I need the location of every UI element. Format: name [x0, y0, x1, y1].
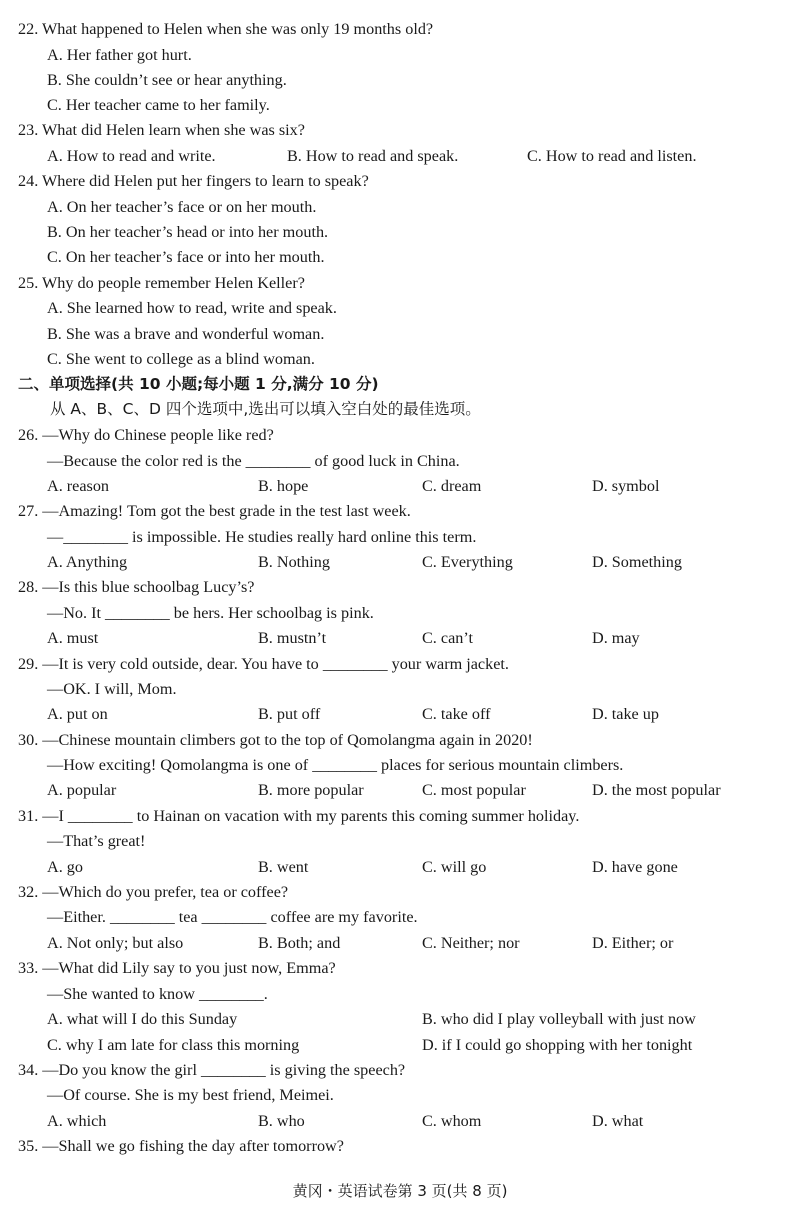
page-footer: 黄冈・英语试卷第 3 页(共 8 页) [292, 1182, 508, 1200]
question-22-stem: 22. What happened to Helen when she was only 19 months old? [18, 20, 434, 38]
question-27-option-a: A. Anything [47, 553, 128, 571]
question-26-option-a: A. reason [47, 477, 110, 495]
question-26-option-d: D. symbol [592, 477, 660, 495]
question-22-option-c: C. Her teacher came to her family. [47, 96, 270, 114]
question-23-option-a: A. How to read and write. [47, 147, 216, 165]
question-24-option-a: A. On her teacher’s face or on her mouth. [47, 198, 317, 216]
question-31-option-b: B. went [258, 858, 309, 876]
question-33-option-c: C. why I am late for class this morning [47, 1036, 300, 1054]
question-26-stem: 26. —Why do Chinese people like red? [18, 426, 274, 444]
question-23-stem: 23. What did Helen learn when she was six? [18, 121, 305, 139]
question-29-option-d: D. take up [592, 705, 659, 723]
question-32-option-c: C. Neither; nor [422, 934, 520, 952]
question-34-option-c: C. whom [422, 1112, 482, 1130]
question-29-option-c: C. take off [422, 705, 491, 723]
question-25-option-a: A. She learned how to read, write and speak. [47, 299, 337, 317]
question-30-reply: —How exciting! Qomolangma is one of ________ places for serious mountain climbers. [47, 756, 624, 774]
question-35-stem: 35. —Shall we go fishing the day after tomorrow? [18, 1137, 344, 1155]
question-34-stem: 34. —Do you know the girl ________ is giving the speech? [18, 1061, 406, 1079]
question-32-reply: —Either. ________ tea ________ coffee are my favorite. [47, 908, 418, 926]
question-29-reply: —OK. I will, Mom. [47, 680, 177, 698]
question-32-option-b: B. Both; and [258, 934, 341, 952]
question-31-stem: 31. —I ________ to Hainan on vacation with my parents this coming summer holiday. [18, 807, 580, 825]
question-30-option-d: D. the most popular [592, 781, 721, 799]
question-29-option-b: B. put off [258, 705, 321, 723]
question-34-option-a: A. which [47, 1112, 107, 1130]
question-33-reply: —She wanted to know ________. [47, 985, 268, 1003]
question-30-option-b: B. more popular [258, 781, 364, 799]
question-23-option-c: C. How to read and listen. [527, 147, 697, 165]
question-26-option-c: C. dream [422, 477, 482, 495]
question-28-option-a: A. must [47, 629, 99, 647]
question-31-option-d: D. have gone [592, 858, 678, 876]
question-28-option-c: C. can’t [422, 629, 473, 647]
section-title: 二、单项选择(共 10 小题;每小题 1 分,满分 10 分) [18, 375, 379, 393]
question-30-stem: 30. —Chinese mountain climbers got to the top of Qomolangma again in 2020! [18, 731, 533, 749]
question-28-option-b: B. mustn’t [258, 629, 327, 647]
question-33-option-d: D. if I could go shopping with her tonight [422, 1036, 693, 1054]
question-26-option-b: B. hope [258, 477, 309, 495]
question-29-stem: 29. —It is very cold outside, dear. You have to ________ your warm jacket. [18, 655, 509, 673]
question-24-option-b: B. On her teacher’s head or into her mouth. [47, 223, 329, 241]
question-32-option-a: A. Not only; but also [47, 934, 184, 952]
question-34-option-b: B. who [258, 1112, 305, 1130]
question-31-option-c: C. will go [422, 858, 487, 876]
question-27-option-c: C. Everything [422, 553, 513, 571]
question-25-stem: 25. Why do people remember Helen Keller? [18, 274, 305, 292]
question-30-option-a: A. popular [47, 781, 117, 799]
question-27-stem: 27. —Amazing! Tom got the best grade in the test last week. [18, 502, 411, 520]
question-32-option-d: D. Either; or [592, 934, 674, 952]
question-28-reply: —No. It ________ be hers. Her schoolbag is pink. [47, 604, 374, 622]
question-31-option-a: A. go [47, 858, 83, 876]
question-30-option-c: C. most popular [422, 781, 526, 799]
question-31-reply: —That’s great! [47, 832, 146, 850]
question-33-stem: 33. —What did Lily say to you just now, Emma? [18, 959, 336, 977]
question-33-option-b: B. who did I play volleyball with just now [422, 1010, 696, 1028]
question-34-option-d: D. what [592, 1112, 644, 1130]
question-28-stem: 28. —Is this blue schoolbag Lucy’s? [18, 578, 255, 596]
question-22-option-a: A. Her father got hurt. [47, 46, 192, 64]
question-24-option-c: C. On her teacher’s face or into her mouth. [47, 248, 325, 266]
question-27-reply: —________ is impossible. He studies really hard online this term. [47, 528, 477, 546]
question-28-option-d: D. may [592, 629, 640, 647]
section-instruction: 从 A、B、C、D 四个选项中,选出可以填入空白处的最佳选项。 [50, 400, 481, 418]
question-32-stem: 32. —Which do you prefer, tea or coffee? [18, 883, 289, 901]
question-25-option-c: C. She went to college as a blind woman. [47, 350, 315, 368]
question-22-option-b: B. She couldn’t see or hear anything. [47, 71, 287, 89]
question-33-option-a: A. what will I do this Sunday [47, 1010, 238, 1028]
question-25-option-b: B. She was a brave and wonderful woman. [47, 325, 325, 343]
question-23-option-b: B. How to read and speak. [287, 147, 459, 165]
question-27-option-d: D. Something [592, 553, 682, 571]
question-26-reply: —Because the color red is the ________ of good luck in China. [47, 452, 460, 470]
question-34-reply: —Of course. She is my best friend, Meimei. [47, 1086, 334, 1104]
question-29-option-a: A. put on [47, 705, 108, 723]
question-24-stem: 24. Where did Helen put her fingers to learn to speak? [18, 172, 369, 190]
question-27-option-b: B. Nothing [258, 553, 330, 571]
